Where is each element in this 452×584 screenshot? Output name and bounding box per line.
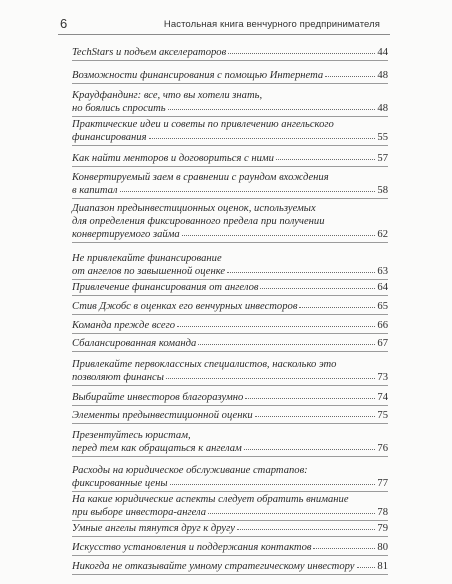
toc-entry-title-line: Как найти менторов и договориться с ними xyxy=(72,153,274,164)
toc-page-number: 76 xyxy=(377,443,388,454)
toc-entry[interactable] xyxy=(72,358,388,384)
toc-entry[interactable] xyxy=(72,337,388,350)
toc-entry[interactable] xyxy=(72,46,388,59)
toc-page-number: 48 xyxy=(377,70,388,81)
dot-leader xyxy=(170,484,376,485)
toc-entry-title-line: Краудфандинг: все, что вы хотели знать, xyxy=(72,90,263,101)
dot-leader xyxy=(208,513,375,514)
toc-entry-title-line: Не привлекайте финансирование xyxy=(72,253,222,264)
entry-underline xyxy=(72,574,388,575)
toc-entry-title-line: Расходы на юридическое обслуживание стартапов: xyxy=(72,465,308,476)
dot-leader xyxy=(198,344,375,345)
toc-entry-title-line: финансирования xyxy=(72,132,147,143)
toc-entry-title-line: для определения фиксированного предела при получении xyxy=(72,216,325,227)
toc-entry-title-line: при выборе инвестора-ангела xyxy=(72,507,207,518)
toc-page-number: 44 xyxy=(377,47,388,58)
dot-leader xyxy=(177,326,375,327)
toc-page-number: 57 xyxy=(377,153,388,164)
entry-underline xyxy=(72,333,388,334)
dot-leader xyxy=(168,109,376,110)
toc-entry[interactable] xyxy=(72,300,388,313)
entry-underline xyxy=(72,145,388,146)
toc-page-number: 58 xyxy=(377,185,388,196)
toc-entry-title-line: от ангелов по завышенной оценке xyxy=(72,266,226,277)
entry-underline xyxy=(72,405,388,406)
toc-entry-title-line: Практические идеи и советы по привлечению ангельского xyxy=(72,119,334,130)
entry-underline xyxy=(72,555,388,556)
dot-leader xyxy=(182,235,376,236)
toc-entry[interactable] xyxy=(72,409,388,422)
dot-leader xyxy=(228,53,375,54)
toc-entry[interactable] xyxy=(72,281,388,294)
toc-entry[interactable] xyxy=(72,152,388,165)
toc-entry-title-line: Элементы предынвестиционной оценки xyxy=(72,410,253,421)
dot-leader xyxy=(244,449,376,450)
entry-underline xyxy=(72,198,388,199)
toc-entry[interactable] xyxy=(72,319,388,332)
entry-underline xyxy=(72,351,388,352)
toc-entry-title-line: конвертируемого займа xyxy=(72,229,180,240)
dot-leader xyxy=(357,567,376,568)
toc-entry[interactable] xyxy=(72,560,388,573)
dot-leader xyxy=(237,529,375,530)
entry-underline xyxy=(72,456,388,457)
toc-entry-title-line: позволяют финансы xyxy=(72,372,164,383)
toc-entry-title-line: Диапазон предынвестиционных оценок, используемых xyxy=(72,203,316,214)
entry-underline xyxy=(72,314,388,315)
dot-leader xyxy=(299,307,375,308)
toc-page-number: 74 xyxy=(377,392,388,403)
entry-underline xyxy=(72,83,388,84)
toc-page-number: 55 xyxy=(377,132,388,143)
toc-entry-title-line: Привлекайте первоклассных специалистов, насколько это xyxy=(72,359,337,370)
toc-entry[interactable] xyxy=(72,464,388,490)
toc-page-number: 66 xyxy=(377,320,388,331)
toc-entry-title-line: в капитал xyxy=(72,185,118,196)
toc-entry-title-line: Команда прежде всего xyxy=(72,320,176,331)
entry-underline xyxy=(72,295,388,296)
dot-leader xyxy=(149,138,376,139)
entry-underline xyxy=(72,491,388,492)
entry-underline xyxy=(72,60,388,61)
toc-page-number: 75 xyxy=(377,410,388,421)
toc-page-number: 79 xyxy=(377,523,388,534)
header-rule xyxy=(58,34,390,35)
page-number: 6 xyxy=(60,16,68,31)
dot-leader xyxy=(260,288,375,289)
toc-entry[interactable] xyxy=(72,118,388,144)
toc-entry-title-line: Искусство установления и поддержания контактов xyxy=(72,542,312,553)
toc-entry-title-line: Презентуйтесь юристам, xyxy=(72,430,191,441)
toc-page-number: 78 xyxy=(377,507,388,518)
entry-underline xyxy=(72,423,388,424)
entry-underline xyxy=(72,279,388,280)
entry-underline xyxy=(72,385,388,386)
toc-entry-title-line: Возможности финансирования с помощью Интернета xyxy=(72,70,324,81)
toc-page-number: 48 xyxy=(377,103,388,114)
toc-entry[interactable] xyxy=(72,252,388,278)
entry-underline xyxy=(72,166,388,167)
toc-entry[interactable] xyxy=(72,391,388,404)
entry-underline xyxy=(72,520,388,521)
toc-entry[interactable] xyxy=(72,171,388,197)
dot-leader xyxy=(276,159,375,160)
toc-entry-title-line: Выбирайте инвесторов благоразумно xyxy=(72,392,244,403)
dot-leader xyxy=(255,416,376,417)
toc-entry-title-line: но боялись спросить xyxy=(72,103,166,114)
dot-leader xyxy=(313,548,375,549)
dot-leader xyxy=(245,398,375,399)
toc-entry-title-line: перед тем как обращаться к ангелам xyxy=(72,443,242,454)
toc-entry[interactable] xyxy=(72,202,388,241)
dot-leader xyxy=(166,378,376,379)
toc-entry[interactable] xyxy=(72,493,388,519)
toc-entry-title-line: Умные ангелы тянутся друг к другу xyxy=(72,523,235,534)
toc-page-number: 81 xyxy=(377,561,388,572)
toc-entry-title-line: фиксированные цены xyxy=(72,478,168,489)
toc-page-number: 62 xyxy=(377,229,388,240)
toc-page-number: 63 xyxy=(377,266,388,277)
toc-entry[interactable] xyxy=(72,429,388,455)
toc-page-number: 80 xyxy=(377,542,388,553)
toc-entry[interactable] xyxy=(72,89,388,115)
toc-entry-title-line: Сбалансированная команда xyxy=(72,338,197,349)
dot-leader xyxy=(227,272,375,273)
running-header: Настольная книга венчурного предпринимателя xyxy=(163,19,380,30)
entry-underline xyxy=(72,536,388,537)
toc-entry-title-line: Никогда не отказывайте умному стратегическому инвестору xyxy=(72,561,355,572)
dot-leader xyxy=(325,76,375,77)
toc-entry[interactable] xyxy=(72,541,388,554)
toc-entry[interactable] xyxy=(72,69,388,82)
toc-page-number: 65 xyxy=(377,301,388,312)
toc-page-number: 64 xyxy=(377,282,388,293)
toc-page-number: 73 xyxy=(377,372,388,383)
toc-entry-title-line: Привлечение финансирования от ангелов xyxy=(72,282,259,293)
toc-entry-title-line: На какие юридические аспекты следует обратить внимание xyxy=(72,494,349,505)
toc-entry[interactable] xyxy=(72,522,388,535)
entry-underline xyxy=(72,242,388,243)
toc-entry-title-line: TechStars и подъем акселераторов xyxy=(72,47,227,58)
dot-leader xyxy=(120,191,376,192)
entry-underline xyxy=(72,116,388,117)
toc-entry-title-line: Конвертируемый заем в сравнении с раундом вхождения xyxy=(72,172,329,183)
toc-page-number: 67 xyxy=(377,338,388,349)
toc-page-number: 77 xyxy=(377,478,388,489)
toc-entry-title-line: Стив Джобс в оценках его венчурных инвесторов xyxy=(72,301,298,312)
